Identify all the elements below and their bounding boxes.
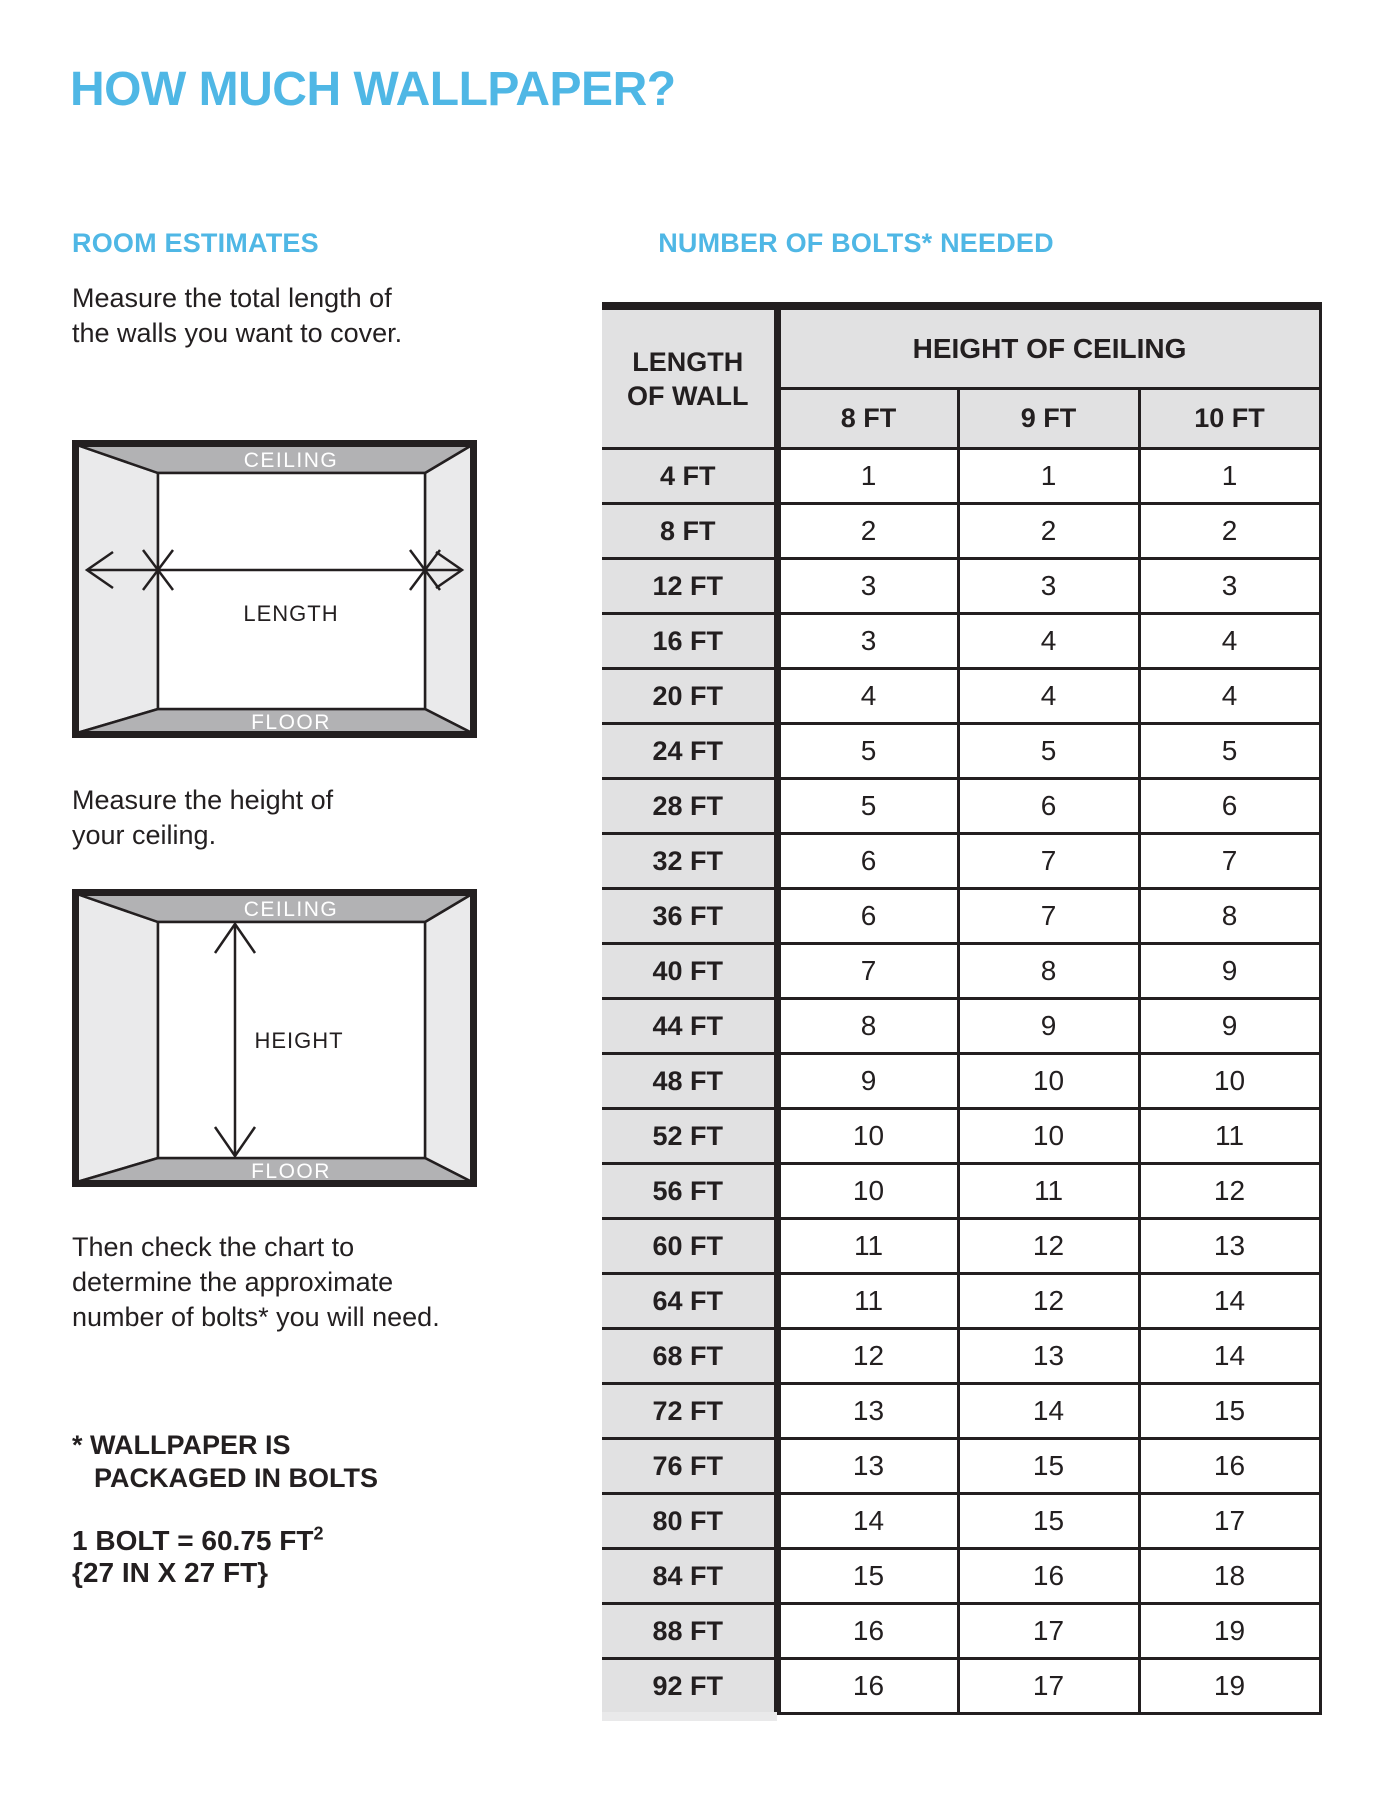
wall-length-cell: 92 FT (602, 1659, 777, 1714)
wall-length-cell: 4 FT (602, 449, 777, 504)
bolts-value-cell: 12 (958, 1219, 1139, 1274)
table-row (602, 614, 1320, 669)
instruction-line: determine the approximate (72, 1267, 394, 1297)
bolts-value-cell: 11 (777, 1219, 958, 1274)
table-header-row (602, 306, 1320, 389)
bolt-size-info (72, 1525, 323, 1589)
bolts-value-cell: 11 (777, 1274, 958, 1329)
bolts-value-cell: 18 (1139, 1549, 1320, 1604)
wall-length-cell: 48 FT (602, 1054, 777, 1109)
table-row (602, 559, 1320, 614)
bolts-value-cell: 15 (958, 1494, 1139, 1549)
ceiling-height-10ft: 10 FT (1139, 389, 1320, 449)
wall-length-cell: 84 FT (602, 1549, 777, 1604)
bolts-value-cell: 6 (777, 834, 958, 889)
bolts-value-cell: 5 (777, 724, 958, 779)
wall-length-cell: 76 FT (602, 1439, 777, 1494)
bolts-value-cell: 16 (777, 1659, 958, 1714)
bolts-value-cell: 2 (777, 504, 958, 559)
bolts-value-cell: 5 (958, 724, 1139, 779)
instruction-line: your ceiling. (72, 820, 217, 850)
bolts-value-cell: 16 (777, 1604, 958, 1659)
table-row (602, 504, 1320, 559)
wall-length-cell: 68 FT (602, 1329, 777, 1384)
length-of-wall-header: LENGTH OF WALL (602, 306, 777, 449)
bolts-value-cell: 10 (958, 1109, 1139, 1164)
bolts-value-cell: 4 (1139, 614, 1320, 669)
bolt-formula: 1 BOLT = 60.75 $FT^2$ (72, 1523, 324, 1556)
bolts-value-cell: 14 (1139, 1329, 1320, 1384)
wall-length-cell: 52 FT (602, 1109, 777, 1164)
table-row (602, 944, 1320, 999)
instruction-line: Then check the chart to (72, 1232, 355, 1262)
table-row (602, 1604, 1320, 1659)
table-row (602, 779, 1320, 834)
bolts-value-cell: 4 (958, 669, 1139, 724)
bolts-value-cell: 17 (958, 1659, 1139, 1714)
wall-length-cell: 36 FT (602, 889, 777, 944)
bolts-value-cell: 2 (1139, 504, 1320, 559)
bolts-value-cell: 2 (958, 504, 1139, 559)
wall-length-cell: 32 FT (602, 834, 777, 889)
room-length-diagram (72, 440, 477, 738)
wall-length-cell: 64 FT (602, 1274, 777, 1329)
wall-length-cell: 72 FT (602, 1384, 777, 1439)
table-row (602, 834, 1320, 889)
table-row (602, 1494, 1320, 1549)
wall-length-cell: 56 FT (602, 1164, 777, 1219)
bolts-value-cell: 4 (958, 614, 1139, 669)
bolt-dimensions: {27 IN X 27 FT} (72, 1557, 269, 1588)
table-row (602, 1219, 1320, 1274)
squared-exponent: 2 (313, 1523, 324, 1544)
wall-length-cell: 20 FT (602, 669, 777, 724)
wall-length-cell: 44 FT (602, 999, 777, 1054)
wall-length-cell: 16 FT (602, 614, 777, 669)
bolts-value-cell: 3 (1139, 559, 1320, 614)
table-row (602, 1384, 1320, 1439)
bolts-value-cell: 9 (777, 1054, 958, 1109)
wall-length-cell: 60 FT (602, 1219, 777, 1274)
ceiling-label: CEILING (243, 898, 339, 921)
bolts-value-cell: 19 (1139, 1659, 1320, 1714)
bolts-value-cell: 19 (1139, 1604, 1320, 1659)
wall-length-cell: 24 FT (602, 724, 777, 779)
wall-length-cell: 40 FT (602, 944, 777, 999)
room-height-diagram (72, 889, 477, 1187)
table-row (602, 1439, 1320, 1494)
right-wall (425, 894, 472, 1182)
bolts-value-cell: 9 (1139, 944, 1320, 999)
bolts-value-cell: 10 (958, 1054, 1139, 1109)
wall-length-cell: 28 FT (602, 779, 777, 834)
instruction-line: number of bolts* you will need. (72, 1302, 440, 1332)
bolts-value-cell: 14 (777, 1494, 958, 1549)
bolts-value-cell: 14 (1139, 1274, 1320, 1329)
bolts-value-cell: 10 (777, 1164, 958, 1219)
bolts-value-cell: 16 (958, 1549, 1139, 1604)
bolts-value-cell: 4 (1139, 669, 1320, 724)
bolts-value-cell: 16 (1139, 1439, 1320, 1494)
table-row (602, 1549, 1320, 1604)
bolts-value-cell: 3 (958, 559, 1139, 614)
bolts-value-cell: 1 (777, 449, 958, 504)
bolts-value-cell: 14 (958, 1384, 1139, 1439)
bolts-value-cell: 9 (1139, 999, 1320, 1054)
bolts-value-cell: 8 (777, 999, 958, 1054)
table-row (602, 1274, 1320, 1329)
table-row (602, 1109, 1320, 1164)
bolts-value-cell: 7 (958, 889, 1139, 944)
back-wall (158, 473, 425, 709)
bolts-value-cell: 7 (958, 834, 1139, 889)
bolts-value-cell: 12 (1139, 1164, 1320, 1219)
table-row (602, 1659, 1320, 1714)
bolts-value-cell: 5 (777, 779, 958, 834)
instruction-line: the walls you want to cover. (72, 318, 403, 348)
left-wall (77, 894, 158, 1182)
bolts-value-cell: 13 (777, 1384, 958, 1439)
bolts-value-cell: 6 (958, 779, 1139, 834)
bolts-value-cell: 13 (777, 1439, 958, 1494)
bolts-value-cell: 5 (1139, 724, 1320, 779)
bolts-value-cell: 15 (1139, 1384, 1320, 1439)
bolts-value-cell: 8 (1139, 889, 1320, 944)
bolts-value-cell: 4 (777, 669, 958, 724)
bolts-footnote (72, 1429, 379, 1495)
length-label: LENGTH (243, 601, 339, 626)
table-row (602, 1164, 1320, 1219)
floor-label: FLOOR (251, 1160, 331, 1183)
bolts-value-cell: 11 (958, 1164, 1139, 1219)
table-row (602, 669, 1320, 724)
bolts-value-cell: 15 (958, 1439, 1139, 1494)
bolts-value-cell: 9 (958, 999, 1139, 1054)
instruction-line: Measure the total length of (72, 283, 392, 313)
wall-length-cell: 12 FT (602, 559, 777, 614)
height-of-ceiling-header: HEIGHT OF CEILING (777, 306, 1320, 389)
bolts-value-cell: 13 (958, 1329, 1139, 1384)
page-title: HOW MUCH WALLPAPER? (70, 63, 676, 116)
bolts-value-cell: 12 (777, 1329, 958, 1384)
instruction-measure-height (72, 783, 333, 853)
instruction-line: Measure the height of (72, 785, 334, 815)
height-label: HEIGHT (254, 1028, 344, 1053)
bolts-value-cell: 6 (777, 889, 958, 944)
bolts-table-body (602, 449, 1320, 1714)
table-bottom-strip (602, 1712, 777, 1721)
table-row (602, 999, 1320, 1054)
table-row (602, 1054, 1320, 1109)
bolts-value-cell: 8 (958, 944, 1139, 999)
table-row (602, 449, 1320, 504)
bolts-table (602, 302, 1322, 1715)
table-row (602, 889, 1320, 944)
bolts-value-cell: 10 (777, 1109, 958, 1164)
bolts-value-cell: 6 (1139, 779, 1320, 834)
bolts-value-cell: 3 (777, 559, 958, 614)
bolts-value-cell: 7 (777, 944, 958, 999)
bolts-value-cell: 17 (1139, 1494, 1320, 1549)
instruction-check-chart (72, 1230, 440, 1335)
footnote-line: * WALLPAPER IS (72, 1430, 291, 1460)
bolts-value-cell: 11 (1139, 1109, 1320, 1164)
wall-length-cell: 88 FT (602, 1604, 777, 1659)
bolts-value-cell: 1 (1139, 449, 1320, 504)
table-row (602, 1329, 1320, 1384)
table-row (602, 724, 1320, 779)
bolts-value-cell: 3 (777, 614, 958, 669)
ceiling-height-8ft: 8 FT (777, 389, 958, 449)
ceiling-label: CEILING (243, 449, 339, 472)
bolts-value-cell: 17 (958, 1604, 1139, 1659)
left-wall (77, 445, 158, 733)
instruction-measure-length (72, 281, 402, 351)
room-estimates-heading: ROOM ESTIMATES (72, 228, 319, 258)
bolts-value-cell: 13 (1139, 1219, 1320, 1274)
footnote-line: PACKAGED IN BOLTS (94, 1463, 379, 1493)
floor-label: FLOOR (251, 711, 331, 734)
bolts-value-cell: 15 (777, 1549, 958, 1604)
bolts-needed-heading: NUMBER OF BOLTS* NEEDED (658, 228, 1054, 258)
ceiling-height-9ft: 9 FT (958, 389, 1139, 449)
bolts-value-cell: 10 (1139, 1054, 1320, 1109)
wall-length-cell: 8 FT (602, 504, 777, 559)
bolts-value-cell: 1 (958, 449, 1139, 504)
right-wall (425, 445, 472, 733)
bolts-value-cell: 12 (958, 1274, 1139, 1329)
bolts-value-cell: 7 (1139, 834, 1320, 889)
wall-length-cell: 80 FT (602, 1494, 777, 1549)
